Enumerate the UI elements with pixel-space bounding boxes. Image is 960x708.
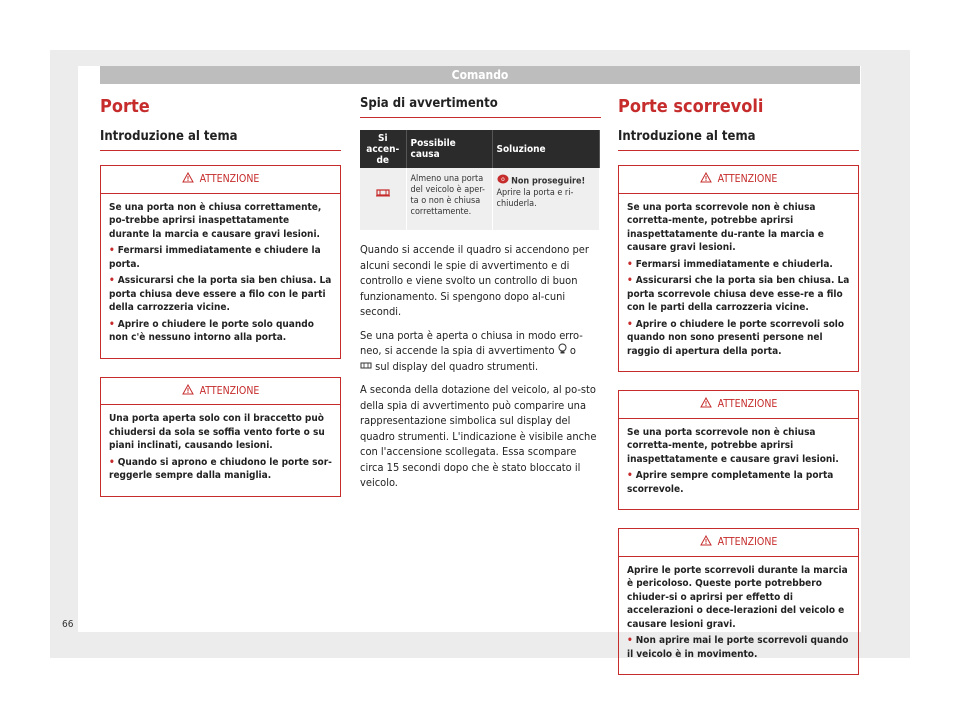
warning-triangle-icon: [700, 535, 712, 551]
door-icon: [360, 360, 372, 373]
door-open-icon: [375, 191, 391, 201]
warning-triangle-icon: [700, 172, 712, 188]
warning-text: Se una porta non è chiusa correttamente, po-trebbe aprirsi inaspettatamente durante la marcia e causare gravi lesioni.: [109, 201, 322, 240]
paragraph: Quando si accende il quadro si accendono per alcuni secondi le spie di avvertimento e di controllo e viene svolto un controllo di buon funzionamento. Si spengono dopo al-cuni secondi.: [360, 243, 589, 318]
list-item: • Non aprire mai le porte scorrevoli quando il veicolo è in movimento.: [627, 635, 849, 660]
column-warning-light: [360, 96, 601, 499]
list-item: • Assicurarsi che la porta sia ben chiusa. La porta scorrevole chiusa deve esse-re a filo con le parti della carrozzeria vicine.: [627, 275, 850, 313]
svg-text:o: o: [500, 176, 505, 183]
warning-header: [619, 535, 858, 557]
list-item: • Fermarsi immediatamente e chiuderla.: [627, 258, 833, 270]
paragraph: A seconda della dotazione del veicolo, al po-sto della spia di avvertimento può comparire una rappresentazione simbolica sul display del quadro strumenti. L'indicazione è visibile anche con l'accensione scollegata. Essa scompare circa 15 secondi dopo che è stato bloccato il veicolo.: [360, 383, 597, 489]
section-title: Porte: [100, 96, 150, 117]
list-item: • Aprire o chiudere le porte solo quando non c'è nessuno intorno alla porta.: [109, 318, 314, 343]
warning-text: Una porta aperta solo con il braccetto può chiudersi da sola se soffia vento forte o su piani inclinati, causando lesioni.: [109, 413, 325, 451]
warning-label: ATTENZIONE: [199, 173, 260, 185]
warning-box: [100, 377, 341, 497]
list-item: • Quando si aprono e chiudono le porte sor-reggerle sempre dalla maniglia.: [109, 456, 332, 481]
warning-box: [618, 165, 859, 372]
warning-label: ATTENZIONE: [717, 536, 778, 548]
warning-box: [618, 390, 859, 510]
stop-icon: [497, 174, 509, 188]
warning-text: Se una porta scorrevole non è chiusa corretta-mente, potrebbe aprirsi inaspettatamente du-rante la marcia e causare gravi lesioni.: [627, 201, 824, 253]
warning-label: ATTENZIONE: [717, 173, 778, 185]
warning-triangle-icon: [182, 384, 194, 400]
warning-triangle-icon: [700, 397, 712, 413]
chapter-header: Comando: [100, 66, 860, 84]
body-text: [360, 242, 601, 491]
warning-lamp-icon: [558, 344, 567, 357]
solution-text: Aprire la porta e ri-chiuderla.: [496, 188, 574, 209]
column-sliding-doors: [618, 96, 859, 675]
section-title: Porte scorrevoli: [618, 96, 764, 117]
table-cell: [492, 168, 600, 230]
warning-label: ATTENZIONE: [717, 398, 778, 410]
solution-bold: Non proseguire!: [511, 176, 586, 187]
section-subtitle: Introduzione al tema: [100, 129, 341, 151]
section-title: Spia di avvertimento: [360, 96, 601, 118]
table-header: Soluzione: [492, 130, 600, 168]
warning-box: [618, 528, 859, 675]
list-item: • Fermarsi immediatamente e chiudere la porta.: [109, 245, 321, 270]
paragraph: Se una porta è aperta o chiusa in modo erro-neo, si accende la spia di avvertimento o sul display del quadro strumenti.: [360, 328, 583, 373]
warning-box: [100, 165, 341, 359]
list-item: • Assicurarsi che la porta sia ben chiusa. La porta chiusa deve essere a filo con le parti della carrozzeria vicine.: [109, 275, 332, 313]
warning-text: Se una porta scorrevole non è chiusa corretta-mente, potrebbe aprirsi inaspettatamente e causare gravi lesioni.: [627, 426, 839, 465]
table-header: Si accen-de: [360, 130, 406, 168]
warning-light-table: [360, 130, 600, 230]
column-doors: [100, 96, 341, 497]
list-item: • Aprire sempre completamente la porta scorrevole.: [627, 470, 834, 495]
page-number: 66: [62, 619, 74, 630]
section-subtitle: Introduzione al tema: [618, 129, 859, 151]
warning-header: [101, 384, 340, 406]
warning-text: Aprire le porte scorrevoli durante la marcia è pericoloso. Queste porte potrebbero chiuder-si o aprirsi per effetto di accelerazioni o dece-lerazioni del veicolo e causare lesioni gravi.: [627, 564, 848, 630]
table-header: Possibile causa: [406, 130, 492, 168]
list-item: • Aprire o chiudere le porte scorrevoli solo quando non sono presenti persone nel raggio di apertura della porta.: [627, 318, 845, 357]
warning-header: [619, 172, 858, 194]
table-cell: Almeno una porta del veicolo è aper-ta o non è chiusa correttamente.: [406, 168, 492, 230]
table-cell: [360, 168, 406, 230]
warning-header: [619, 397, 858, 419]
warning-header: [101, 172, 340, 194]
warning-triangle-icon: [182, 172, 194, 188]
warning-label: ATTENZIONE: [199, 384, 260, 397]
